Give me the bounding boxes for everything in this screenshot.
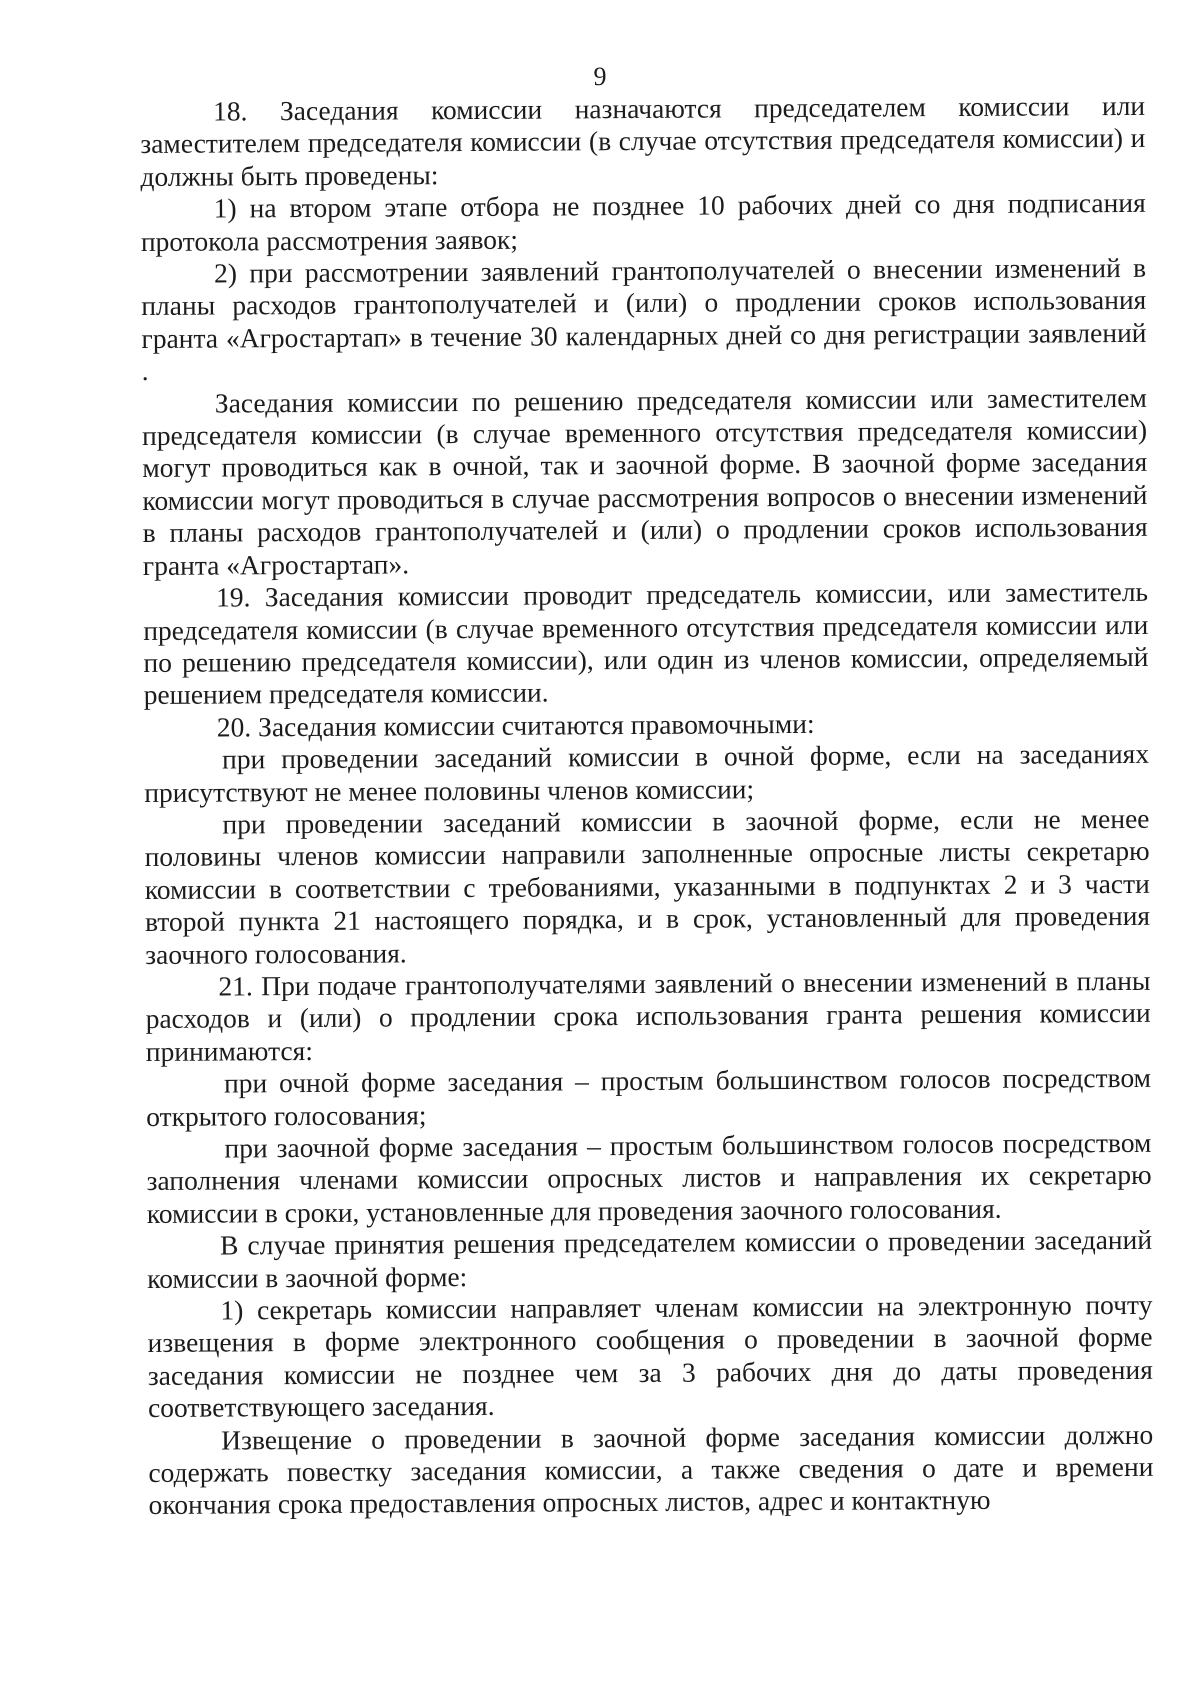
- paragraph-20-absentee: при проведении заседаний комиссии в заочной форме, если не менее половины членов комиссии направили заполненные опросные листы секретарю комиссии в соответствии с требованиями, указанными в подпунктах 2 и 3 части второй пункта 21 настоящего порядка, и в срок, установленный для проведения заочного голосования.: [144, 802, 1151, 970]
- paragraph-21-in-person: при очной форме заседания – простым большинством голосов посредством открытого голосования;: [146, 1062, 1152, 1132]
- paragraph-18: 18. Заседания комиссии назначаются председателем комиссии или заместителем председателя комиссии (в случае отсутствия председателя комиссии) и должны быть проведены:: [140, 89, 1146, 192]
- paragraph-21-absentee: при заочной форме заседания – простым большинством голосов посредством заполнения членами комиссии опросных листов и направления их секретарю комиссии в сроки, установленные для проведения заочного голосования.: [146, 1126, 1152, 1229]
- paragraph-meeting-forms: Заседания комиссии по решению председателя комиссии или заместителем председателя комиссии (в случае временного отсутствия председателя комиссии) могут проводиться как в очной, так и заочной форме. В заочной форме заседания комиссии могут проводиться в случае рассмотрения вопросов о внесении изменений в планы расходов грантополучателей и (или) о продлении сроков использования гранта «Агростартап».: [141, 381, 1148, 581]
- paragraph-20-in-person: при проведении заседаний комиссии в очной форме, если на заседаниях присутствуют не менее половины членов комиссии;: [144, 737, 1150, 808]
- paragraph-19: 19. Заседания комиссии проводит председатель комиссии, или заместитель председателя комиссии (в случае временного отсутствия председателя комиссии или по решению председателя комиссии), или один из членов комиссии, определяемый решением председателя комиссии.: [143, 575, 1149, 711]
- paragraph-18-item-1: 1) на втором этапе отбора не позднее 10 рабочих дней со дня подписания протокола рассмотрения заявок;: [140, 187, 1146, 257]
- document-body: [140, 90, 1154, 1522]
- paragraph-absentee-decision: В случае принятия решения председателем комиссии о проведении заседаний комиссии в заочной форме:: [147, 1224, 1153, 1294]
- paragraph-notice-contents: Извещение о проведении в заочной форме заседания комиссии должно содержать повестку заседания комиссии, а также сведения о дате и времени окончания срока предоставления опросных листов, адрес и контактную: [148, 1418, 1154, 1521]
- paragraph-20: 20. Заседания комиссии считаются правомочными:: [216, 707, 815, 743]
- paragraph-21: 21. При подаче грантополучателями заявлений о внесении изменений в планы расходов и (или) о продлении срока использования гранта решения комиссии принимаются:: [145, 964, 1151, 1067]
- paragraph-absentee-item-1: 1) секретарь комиссии направляет членам комиссии на электронную почту извещения в форме электронного сообщения о проведении в заочной форме заседания комиссии не позднее чем за 3 рабочих дня до даты проведения соответствующего заседания.: [147, 1288, 1153, 1424]
- page-number: 9: [593, 62, 607, 91]
- paragraph-18-item-2: 2) при рассмотрении заявлений грантополучателей о внесении изменений в планы расходов грантополучателей и (или) о продлении сроков использования гранта «Агростартап» в течение 30 календарных дней со дня регистрации заявлений .: [141, 251, 1147, 387]
